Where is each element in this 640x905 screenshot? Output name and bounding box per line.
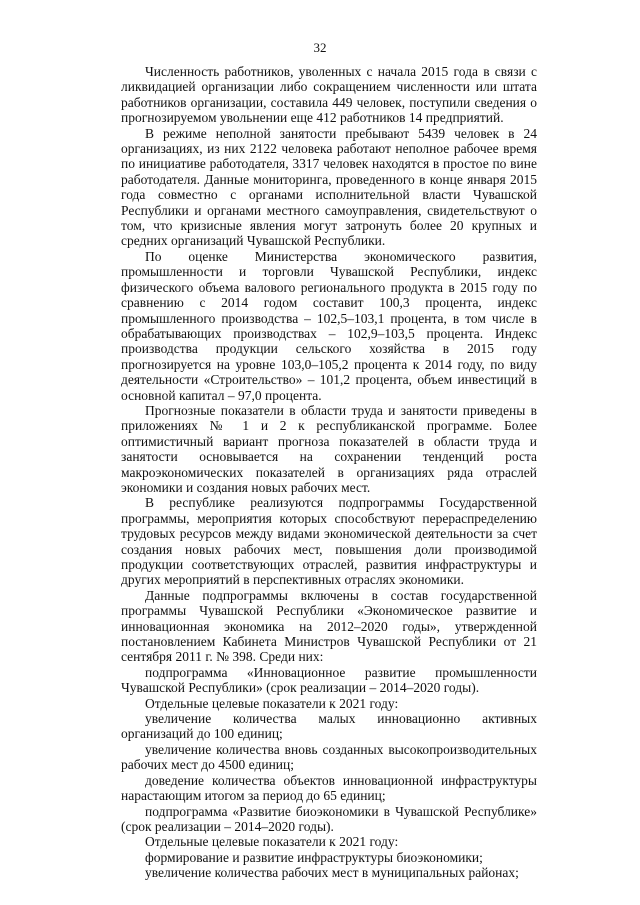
paragraph-innovation-subprogram: подпрограмма «Инновационное развитие промышленности Чувашской Республики» (срок реализации – 2014–2020 годы). — [121, 664, 537, 696]
page-number: 32 — [313, 40, 327, 55]
paragraph-targets-heading-2: Отдельные целевые показатели к 2021 году: — [145, 834, 399, 850]
list-item-new-jobs: увеличение количества вновь созданных высокопроизводительных рабочих мест до 4500 единиц; — [121, 741, 537, 773]
paragraph-part-time-employment: В режиме неполной занятости пребывают 5439 человек в 24 организациях, из них 2122 человека работают неполное рабочее время по инициативе работодателя, 3317 человек находятся в простое по вине работодателя. Данные мониторинга, проведенного в конце января 2015 года совместно с органами исполнительной власти Чувашской Республики и органами местного самоуправления, свидетельствуют о том, что кризисные явления могут затронуть более 20 крупных и средних организаций Чувашской Республики. — [121, 125, 537, 249]
paragraph-state-program: Данные подпрограммы включены в состав государственной программы Чувашской Республики «Экономическое развитие и инновационная экономика на 2012–2020 годы», утвержденной постановлением Кабинета Министров Чувашской Республики от 21 сентября 2011 г. № 398. Среди них: — [121, 587, 537, 665]
list-item-bioeconomy-infrastructure: формирование и развитие инфраструктуры биоэкономики; — [145, 849, 483, 865]
list-item-innovation-infrastructure: доведение количества объектов инновационной инфраструктуры нарастающим итогом за период до 65 единиц; — [121, 772, 537, 804]
body-text — [121, 64, 537, 881]
list-item-small-organizations: увеличение количества малых инновационно активных организаций до 100 единиц; — [121, 711, 537, 742]
paragraph-dismissed-workers: Численность работников, уволенных с начала 2015 года в связи с ликвидацией организации либо сокращением численности или штата работников организации, составила 449 человек, поступили сведения о прогнозируемом увольнении еще 412 работников 14 предприятий. — [121, 64, 537, 126]
paragraph-economic-forecast: По оценке Министерства экономического развития, промышленности и торговли Чувашской Республики, индекс физического объема валового регионального продукта в 2015 году по сравнению с 2014 годом составит 100,3 процента, индекс промышленного производства – 102,5–103,1 процента, в том числе в обрабатывающих производствах – 102,9–103,5 процента. Индекс производства продукции сельского хозяйства в 2015 году прогнозируется на уровне 103,0–105,2 процента к 2014 году, по виду деятельности «Строительство» – 101,2 процента, объем инвестиций в основной капитал – 97,0 процента. — [121, 248, 537, 403]
paragraph-subprograms: В республике реализуются подпрограммы Государственной программы, мероприятия которых способствуют перераспределению трудовых ресурсов между видами экономической деятельности за счет создания новых рабочих мест, повышения доли производимой продукции соответствующих отраслей, развития инфраструктуры и других мероприятий в перспективных отраслях экономики. — [121, 495, 537, 588]
paragraph-forecast-indicators: Прогнозные показатели в области труда и занятости приведены в приложениях № 1 и 2 к республиканской программе. Более оптимистичный вариант прогноза показателей в области труда и занятости основывается на сохранении тенденций роста макроэкономических показателей в организациях ряда отраслей экономики и создания новых рабочих мест. — [121, 402, 537, 495]
paragraph-bioeconomy-subprogram: подпрограмма «Развитие биоэкономики в Чувашской Республике» (срок реализации – 2014–2020 годы). — [121, 803, 537, 834]
list-item-municipal-jobs: увеличение количества рабочих мест в муниципальных районах; — [145, 865, 519, 881]
paragraph-targets-heading-1: Отдельные целевые показатели к 2021 году: — [145, 695, 399, 711]
